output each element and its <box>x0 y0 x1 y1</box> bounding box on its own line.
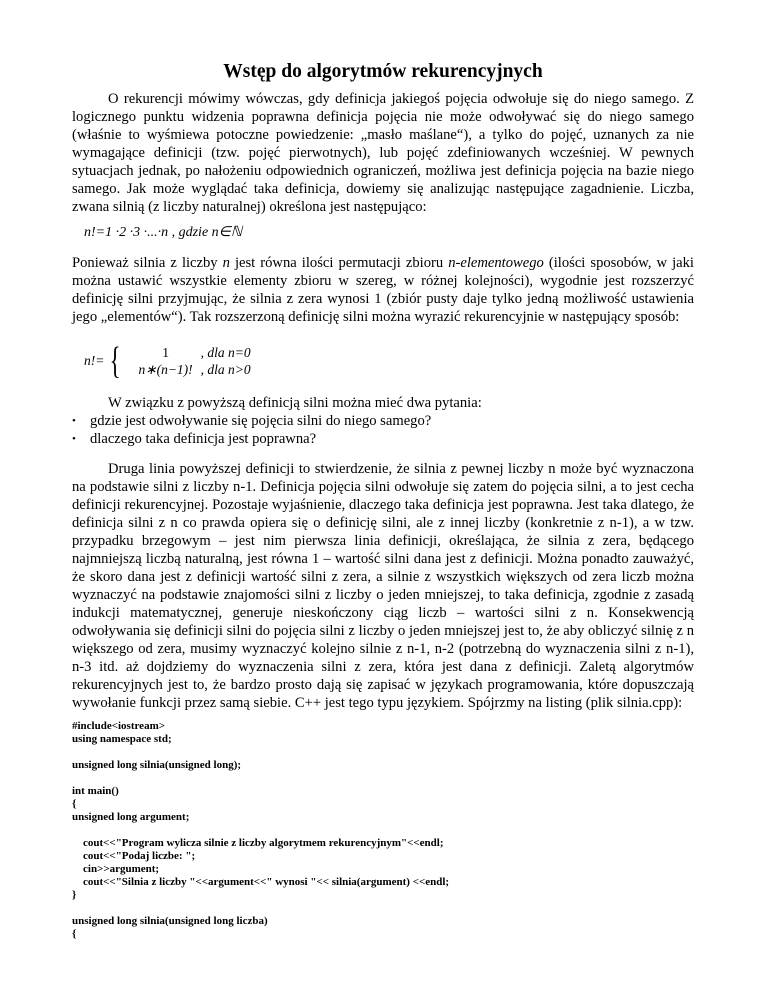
questions-intro: W związku z powyższą definicją silni można mieć dwa pytania: <box>108 395 482 411</box>
left-brace: { <box>110 340 121 382</box>
extension-paragraph <box>72 254 694 326</box>
text-segment: Ponieważ silnia z liczby <box>72 255 223 271</box>
italic-n-elementowego: n-elementowego <box>448 255 544 271</box>
definition-lhs: n!= <box>84 353 105 368</box>
document-page <box>72 60 694 941</box>
case-value: 1 <box>162 345 169 360</box>
code-listing: #include<iostream> using namespace std; unsigned long silnia(unsigned long); int main() { unsigned long argument; cout<<"Program wylicza silnie z liczby algorytmem rekurencyjnym"<<endl; cout<<"Podaj liczbe: "; cin>>argument; cout<<"Silnia z liczby "<<argument<<" wynosi "<< silnia(argument) <<endl; } unsigned long silnia(unsigned long liczba) { <box>72 720 450 940</box>
document-title: Wstęp do algorytmów rekurencyjnych <box>223 61 543 82</box>
case-value: n∗(n−1)! <box>138 362 193 377</box>
intro-paragraph: O rekurencji mówimy wówczas, gdy definicja jakiegoś pojęcia odwołuje się do niego samego. Z logicznego punktu widzenia poprawna definicja pojęcia nie może odwoływać się do niego samego (właśnie to wyśmiewa potoczne powiedzenie: „masło maślane“), a tylko do pojęć, uznanych za nie wymagające definicji (tzw. pojęć pierwotnych), lub pojęć zdefiniowanych wcześniej. W pewnych sytuacjach jednak, po nałożeniu odpowiednich ograniczeń, możliwa jest definicja pojęcia na bazie niego samego. Jak może wyglądać taka definicja, dowiemy się analizując następujące zagadnienie. Liczba, zwana silnią (z liczby naturalnej) określona jest następująco: <box>72 91 694 215</box>
list-item: • gdzie jest odwoływanie się pojęcia silni do niego samego? <box>72 412 694 430</box>
factorial-formula: n!=1 ·2 ·3 ·...·n , gdzie n∈ℕ <box>84 225 243 240</box>
list-item: • dlaczego taka definicja jest poprawna? <box>72 430 694 448</box>
explanation-paragraph: Druga linia powyższej definicji to stwierdzenie, że silnia z pewnej liczby n może być wyznaczona na podstawie silni z liczby n-1. Definicja pojęcia silni odwołuje się zatem do pojęcia silni, a to jest cecha definicji rekurencyjnej. Pozostaje wyjaśnienie, dlaczego taka definicja jest poprawna. Jest taka dlatego, że definicja silni z n co prawda opiera się o definicję silni, ale z innej liczby (konkretnie z n-1), a w tzw. przypadku brzegowym – jest nim pierwsza linia definicji, określająca, że silnia z zera, będącego najmniejszą liczbą naturalną, jest równa 1 – wartość silni dana jest z definicji. Można ponadto zauważyć, że skoro dana jest z definicji wartość silni z zera, a silnie z wszystkich większych od zera liczb można wyznaczyć na podstawie znajomości silni z liczby o jeden mniejszej, to taka definicja, zgodnie z zasadą indukcji matematycznej, generuje nieskończony ciąg liczb – wartości silni z n. Konsekwencją odwoływania się definicji silni do pojęcia silni z liczby o jeden mniejszej jest to, że aby obliczyć silnię z n większego od zera, musimy wyznaczyć kolejno silnie z n-1, n-2 (potrzebną do wyznaczenia silni z n-1), n-3 itd. aż dojdziemy do wyznaczenia silni z zera, która jest dana z definicji. Zaletą algorytmów rekurencyjnych jest to, że bardzo prosto dają się zapisać w językach programowania, które dopuszczają wywołanie funkcji przez samą siebie. C++ jest tego typu językiem. Spójrzmy na listing (plik silnia.cpp): <box>72 461 694 711</box>
recursive-definition <box>84 342 694 380</box>
case-condition: , dla n=0 <box>200 345 251 360</box>
definition-cases <box>131 344 251 378</box>
case-condition: , dla n>0 <box>200 362 251 377</box>
text-segment: (ilości sposobów, w jaki można ustawić wszystkie elementy zbioru w szereg, w różnej kolejności), wygodnie jest rozszerzyć definicję silni przyjmując, że silnia z zera wynosi 1 (zbiór pusty daje tylko jedną możliwość ustawienia jego „elementów“). Tak rozszerzoną definicję silni można wyrazić rekurencyjnie w następujący sposób: <box>72 255 694 325</box>
italic-n: n <box>222 255 230 271</box>
text-segment: jest równa ilości permutacji zbioru <box>229 255 449 271</box>
questions-list <box>72 412 694 448</box>
